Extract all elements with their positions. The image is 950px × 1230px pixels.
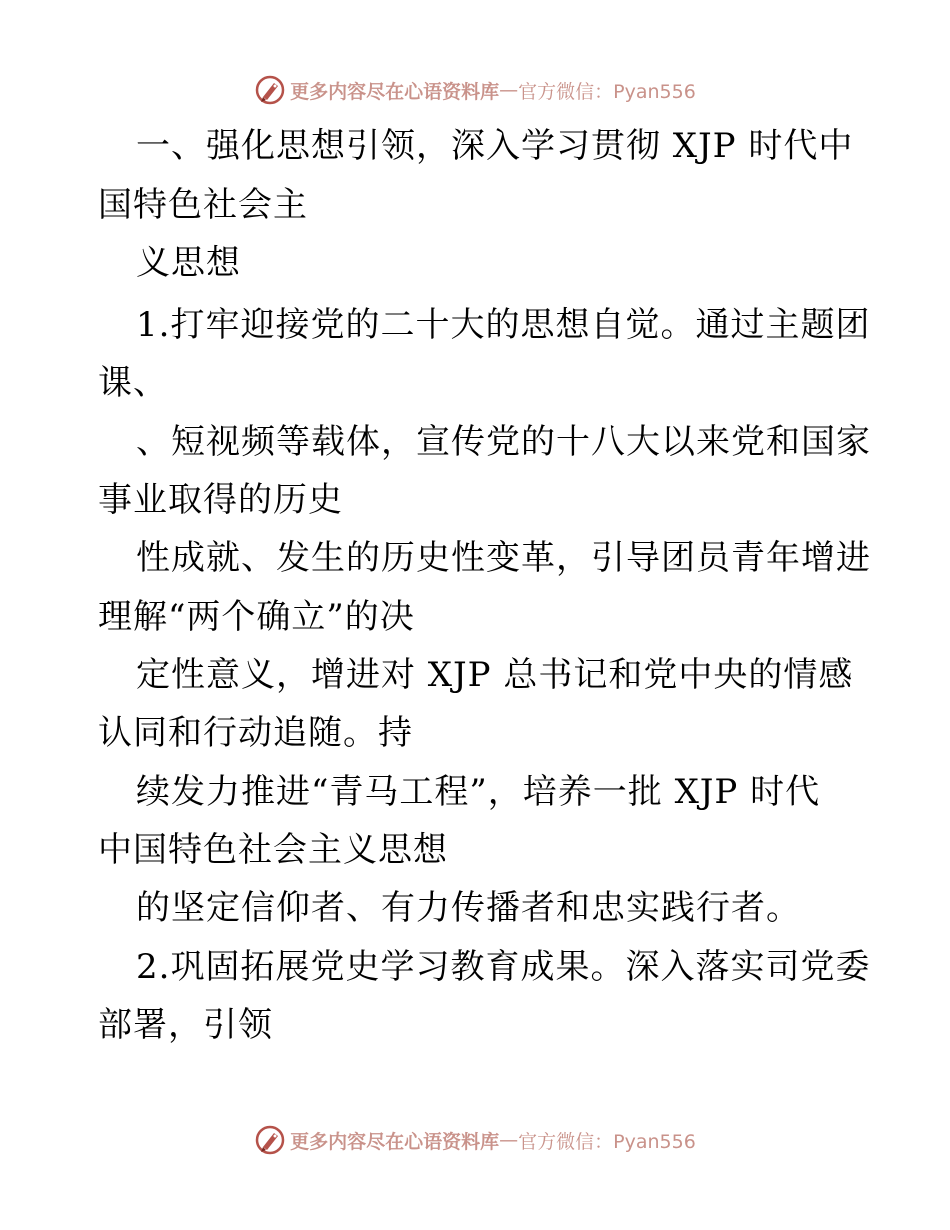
body-line: 课、 — [98, 363, 168, 403]
body-line: 国特色社会主 — [98, 185, 308, 225]
body-line: 2.巩固拓展党史学习教育成果。深入落实司党委 — [136, 947, 871, 987]
watermark-separator: — — [499, 1129, 519, 1151]
body-line: 续发力推进“青马工程”，培养一批 XJP 时代 — [136, 772, 821, 812]
body-line: 认同和行动追随。持 — [98, 713, 413, 753]
body-line: 理解“两个确立”的决 — [98, 597, 415, 637]
body-line: 义思想 — [136, 243, 241, 283]
watermark-text: 更多内容尽在心语资料库 — [290, 80, 500, 103]
body-line: 定性意义，增进对 XJP 总书记和党中央的情感 — [136, 655, 854, 695]
body-line: 中国特色社会主义思想 — [98, 830, 448, 870]
watermark-wechat: 官方微信：Pyan556 — [518, 1130, 696, 1153]
body-line: 的坚定信仰者、有力传播者和忠实践行者。 — [136, 888, 801, 928]
body-line: 事业取得的历史 — [98, 480, 343, 520]
pen-circle-logo-icon — [254, 74, 286, 106]
watermark-wechat: 官方微信：Pyan556 — [518, 80, 696, 103]
footer-watermark — [0, 1120, 950, 1160]
body-line: 1.打牢迎接党的二十大的思想自觉。通过主题团 — [136, 305, 871, 345]
pen-circle-logo-icon — [254, 1124, 286, 1156]
body-line: 部署，引领 — [98, 1005, 273, 1045]
header-watermark — [0, 70, 950, 110]
watermark-separator: — — [499, 79, 519, 101]
body-line: 一、强化思想引领，深入学习贯彻 XJP 时代中 — [136, 126, 854, 166]
watermark-text: 更多内容尽在心语资料库 — [290, 1130, 500, 1153]
body-line: 性成就、发生的历史性变革，引导团员青年增进 — [136, 538, 871, 578]
body-line: 、短视频等载体，宣传党的十八大以来党和国家 — [136, 422, 871, 462]
